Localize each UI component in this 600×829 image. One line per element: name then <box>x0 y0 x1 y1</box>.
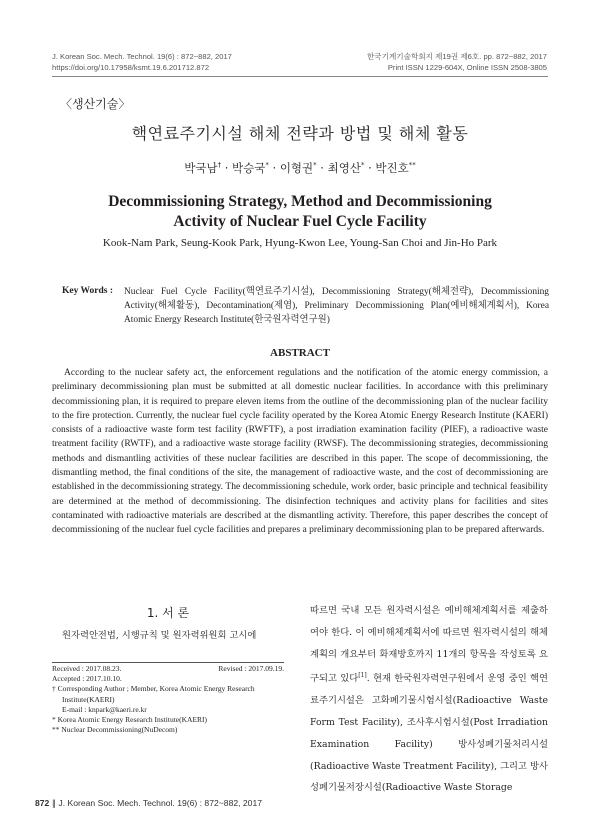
body-text-right <box>310 600 548 799</box>
title-korean: 핵연료주기시설 해체 전략과 방법 및 해체 활동 <box>131 124 469 143</box>
abstract-heading: ABSTRACT <box>270 347 330 359</box>
title-english-line: Activity of Nuclear Fuel Cycle Facility <box>173 213 427 230</box>
footer-citation: J. Korean Soc. Mech. Technol. 19(6) : 872~882, 2017 <box>58 798 263 808</box>
received-date: Received : 2017.08.23. <box>52 664 122 673</box>
journal-citation-korean: 한국기계기술학회지 제19권 제6호. pp. 872~882, 2017 <box>366 52 547 61</box>
issn-info: Print ISSN 1229-604X, Online ISSN 2508-3805 <box>387 63 547 72</box>
footnotes <box>52 664 284 735</box>
abstract-body: According to the nuclear safety act, the enforcement regulations and the notification of the atomic energy commission, a preliminary decommissioning plan must be submitted at all domestic nuclear facilities. In accordance with this preliminary decommissioning plan, it is required to prepare eleven items from the outline of the decommissioning plan of the nuclear facility to the fire protection. Currently, the nuclear fuel cycle facility operated by the Korea Atomic Energy Research Institute (KAERI) consists of a radioactive waste form test facility (RWFTF), a post irradiation examination facility (PIEF), a radioactive waste treatment facility (RWTF), and a radioactive waste storage facility (RWSF). The decommissioning strategies, decommissioning methods and dismantling activities of these nuclear facilities are described in this paper. The scope of decommissioning, the dismantling method, the final conditions of the site, the management of radioactive waste, and the cost of decommissioning are established in the decommissioning strategy. The decommissioning schedule, work order, basic principle and technical feasibility are determined at the method of decommissioning. The disinfection techniques and activity plans for facilities and sites contaminated with radioactive materials are described at the dismantling activity. Therefore, this paper describes the concept of decommissioning of the nuclear fuel cycle facilities and prepares a preliminary decommissioning plan to be prepared afterwards. <box>52 367 548 536</box>
header-rule <box>52 76 548 77</box>
authors-korean <box>0 160 600 176</box>
author-separator: · <box>316 161 328 175</box>
keywords-text: Nuclear Fuel Cycle Facility(핵연료주기시설), Decommissioning Strategy(해체전략), Decommissioning Activity(해체활동), Decontamination(제염), Preliminary Decommissioning Plan(예비해체계획서), Korea Atomic Energy Research Institute(한국원자력연구원) <box>124 287 549 326</box>
author-mark: † <box>217 161 222 170</box>
author-mark: * <box>360 161 365 170</box>
author-separator: · <box>364 161 376 175</box>
footnote-dates <box>52 664 284 674</box>
author-name: 이형권 <box>279 161 314 175</box>
accepted-date: Accepted : 2017.10.10. <box>52 674 122 684</box>
journal-citation: J. Korean Soc. Mech. Technol. 19(6) : 872~882, 2017 <box>52 52 232 61</box>
author-mark: ** <box>408 161 416 170</box>
body-text-left: 원자력안전법, 시행규칙 및 원자력위원회 고시에 <box>62 630 257 641</box>
author-mark: * <box>313 161 317 170</box>
revised-date: Revised : 2017.09.19. <box>218 664 284 673</box>
header-left <box>52 51 232 73</box>
footer-separator: ∥ <box>49 798 59 808</box>
author-separator: · <box>221 161 233 175</box>
doi-link[interactable]: https://doi.org/10.17958/ksmt.19.6.201712.872 <box>52 63 210 72</box>
author-name: 최영산 <box>327 161 361 175</box>
title-english <box>0 192 600 232</box>
author-name: 박승국 <box>232 161 266 175</box>
corresponding-affiliation: Institute(KAERI) <box>62 694 115 704</box>
author-separator: · <box>268 161 280 175</box>
email-address[interactable]: E-mail : knpark@kaeri.re.kr <box>62 704 147 714</box>
affiliation-star: * Korea Atomic Energy Research Institute(KAERI) <box>52 715 208 725</box>
body-text-segment: . 현재 한국원자력연구원에서 운영 중인 핵연료주기시설은 고화폐기물시험시설(Radioactive Waste Form Test Facility), 조사후시험시설(Post Irradiation Examination Facility) 방사성폐기물처리시설(Radioactive Waste Treatment Facility), 그리고 방사성폐기물저장시설(Radioactive Waste Storage <box>310 673 548 794</box>
affiliation-double-star: ** Nuclear Decommissioning(NuDecom) <box>52 725 178 735</box>
header-right <box>367 51 547 73</box>
keywords-label: Key Words : <box>62 286 114 296</box>
footnote-rule <box>52 662 284 663</box>
author-name: 박진호 <box>375 161 409 175</box>
body-text-segment: 따르면 국내 모든 원자력시설은 예비해체계획서를 제출하여야 한다. 이 예비해체계획서에 따르면 원자력시설의 해체계획의 개요부터 화재방호까지 11개의 항목을 작성토록 요구되고 있다 <box>310 605 548 685</box>
reference-citation[interactable]: [1] <box>358 672 367 680</box>
author-mark: * <box>265 161 269 170</box>
title-english-line: Decommissioning Strategy, Method and Decommissioning <box>108 193 492 210</box>
page-footer <box>35 798 262 809</box>
authors-english: Kook-Nam Park, Seung-Kook Park, Hyung-Kwon Lee, Young-San Choi and Jin-Ho Park <box>102 237 498 249</box>
section-tag: 〈생산기술〉 <box>60 97 131 111</box>
author-name: 박국남 <box>184 161 218 175</box>
section-heading: 1. 서 론 <box>146 606 190 620</box>
page-number: 872 <box>35 798 50 808</box>
corresponding-author: † Corresponding Author ; Member, Korea Atomic Energy Research <box>52 684 255 694</box>
